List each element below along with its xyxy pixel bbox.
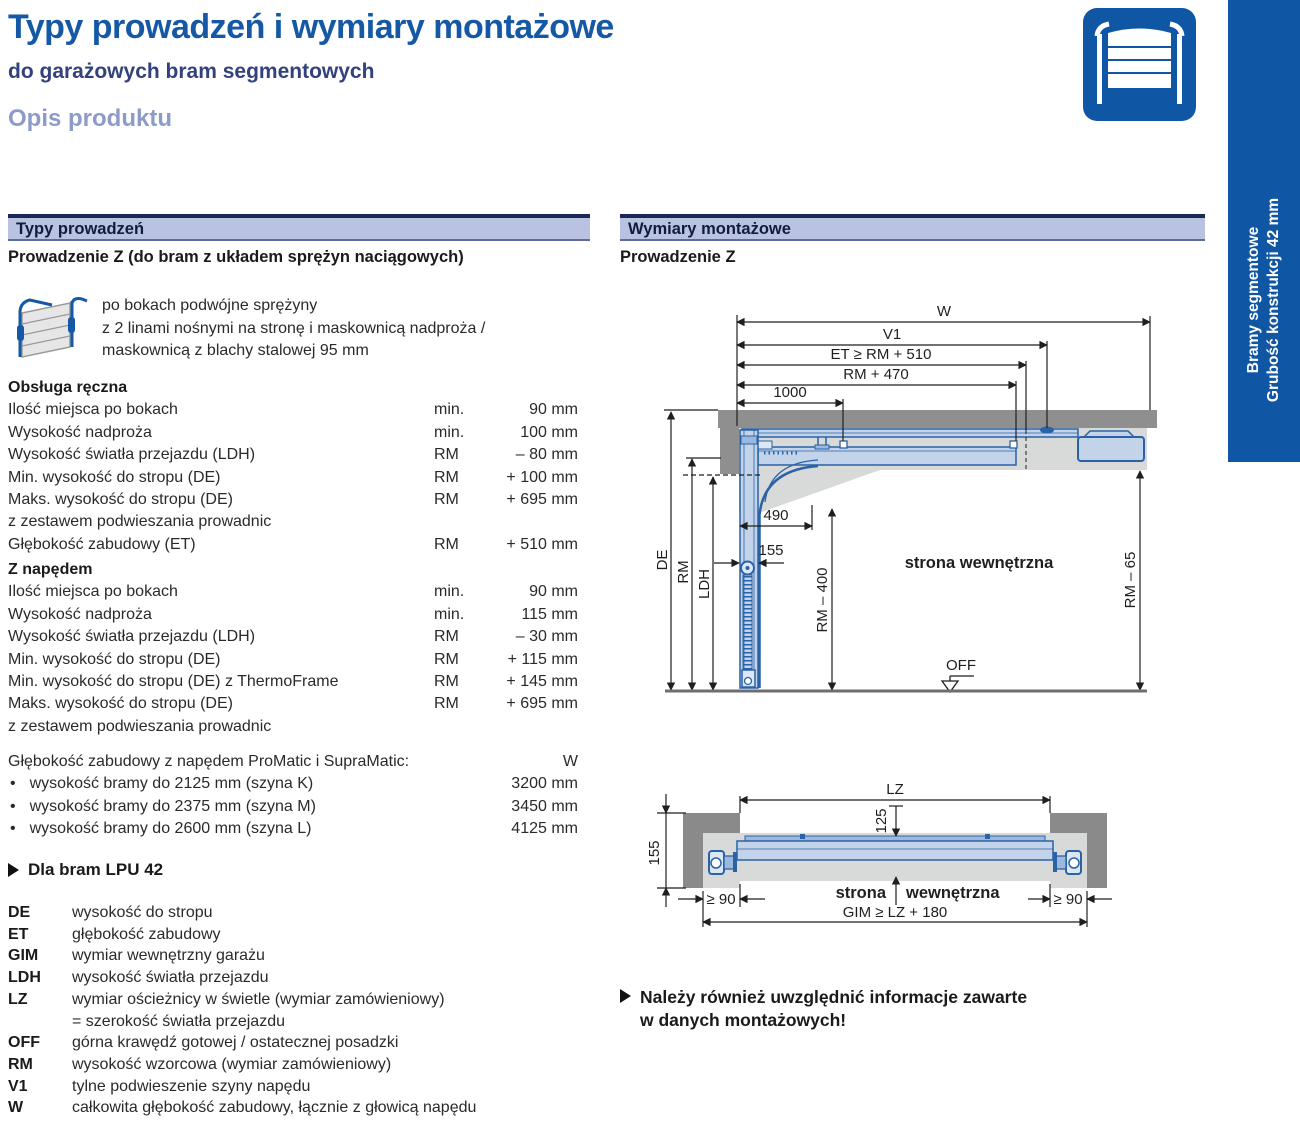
dim-label-125: 125 <box>873 808 890 834</box>
inner-side-label-2: wewnętrzna <box>906 884 1000 902</box>
dim-label-lz: LZ <box>886 781 904 798</box>
table-row <box>8 467 578 489</box>
legend <box>8 902 583 1119</box>
table-title: Z napędem <box>8 561 93 578</box>
row-value: + 510 mm <box>506 535 578 553</box>
row-ref: RM <box>434 446 459 464</box>
row-label: z zestawem podwieszania prowadnic <box>8 513 272 531</box>
table-row <box>8 796 578 818</box>
legend-row <box>8 1097 583 1119</box>
table-row <box>8 626 578 648</box>
table-row <box>8 671 578 693</box>
row-ref: RM <box>434 491 459 509</box>
row-ref: min. <box>434 583 465 601</box>
row-value: 100 mm <box>520 423 578 441</box>
row-label: Min. wysokość do stropu (DE) <box>8 468 221 486</box>
table-row <box>8 604 578 626</box>
section-bar-track-types: Typy prowadzeń <box>8 214 590 241</box>
row-ref: RM <box>434 650 459 668</box>
lpu-note <box>8 860 163 880</box>
intro-block <box>8 295 583 367</box>
table-row <box>8 818 578 840</box>
row-label: Wysokość nadproża <box>8 423 152 441</box>
row-value: + 100 mm <box>506 468 578 486</box>
legend-row <box>8 902 583 924</box>
row-value: – 80 mm <box>515 446 578 464</box>
row-value: 90 mm <box>529 583 578 601</box>
edge-tab-line1: Bramy segmentowe <box>1245 226 1262 374</box>
door-assembly <box>740 430 758 688</box>
dim-label-w: W <box>936 303 952 320</box>
row-label: Wysokość światła przejazdu (LDH) <box>8 446 256 464</box>
row-label: Głębokość zabudowy (ET) <box>8 535 196 553</box>
edge-tab <box>1228 0 1300 462</box>
legend-def <box>72 989 583 1032</box>
legend-row <box>8 945 583 967</box>
dim-label-155: 155 <box>646 840 663 866</box>
row-value: 3450 mm <box>511 797 578 815</box>
table-row <box>8 422 578 444</box>
unit-header: W <box>562 753 578 770</box>
off-label: OFF <box>946 657 976 674</box>
plan-view-diagram <box>620 763 1205 953</box>
row-label: Wysokość światła przejazdu (LDH) <box>8 628 256 646</box>
row-label: z zestawem podwieszania prowadnic <box>8 717 272 735</box>
manual-operation-table <box>8 377 578 556</box>
note-line: w danych montażowych! <box>640 1010 847 1030</box>
legend-term: V1 <box>8 1077 28 1095</box>
row-value: 4125 mm <box>511 820 578 838</box>
row-label: Ilość miejsca po bokach <box>8 401 178 419</box>
intro-line: maskownicą z blachy stalowej 95 mm <box>102 342 369 359</box>
legend-def: wysokość wzorcowa (wymiar zamówieniowy) <box>72 1055 392 1073</box>
table-row <box>8 773 578 795</box>
row-value: 90 mm <box>529 401 578 419</box>
legend-term: LZ <box>8 990 28 1008</box>
table-row <box>8 716 578 738</box>
row-label: • wysokość bramy do 2375 mm (szyna M) <box>8 796 488 818</box>
dim-label-ldh: LDH <box>696 568 713 600</box>
mounting-data-note <box>620 986 1180 1032</box>
mounting-heading: Prowadzenie Z <box>620 248 736 266</box>
legend-def: wysokość do stropu <box>72 904 213 921</box>
door-sketch-icon <box>8 295 88 367</box>
intro-line: z 2 linami nośnymi na stronę i maskownicą nadproża / <box>102 319 486 337</box>
ceiling <box>718 410 1157 428</box>
legend-def: głębokość zabudowy <box>72 925 221 943</box>
note-line: Należy również uwzględnić informacje zawarte <box>640 987 1028 1007</box>
row-label: Ilość miejsca po bokach <box>8 583 178 601</box>
inner-side-label-1: strona <box>835 884 886 902</box>
row-ref: RM <box>434 468 459 486</box>
legend-term: W <box>8 1099 24 1117</box>
table-row <box>8 649 578 671</box>
legend-def: wymiar wewnętrzny garażu <box>72 947 265 965</box>
page-subtitle: do garażowych bram segmentowych <box>8 60 375 83</box>
row-value: + 695 mm <box>506 491 578 509</box>
edge-tab-text <box>1244 198 1284 402</box>
legend-def: wysokość światła przejazdu <box>72 969 269 987</box>
legend-term: RM <box>8 1055 33 1073</box>
dim-label-90-right: ≥ 90 <box>1053 891 1083 908</box>
with-drive-table <box>8 559 578 738</box>
intro-line: po bokach podwójne sprężyny <box>102 297 318 314</box>
legend-def: całkowita głębokość zabudowy, łącznie z głowicą napędu <box>72 1099 477 1117</box>
row-value: 3200 mm <box>511 775 578 793</box>
row-ref <box>434 716 492 738</box>
note-text <box>640 986 1027 1032</box>
dim-label-rm: RM <box>675 560 692 584</box>
lpu-note-text: Dla bram LPU 42 <box>28 860 164 879</box>
depth-title: Głębokość zabudowy z napędem ProMatic i SupraMatic: <box>8 753 410 770</box>
row-value: 115 mm <box>521 605 578 623</box>
legend-row <box>8 967 583 989</box>
dim-label-gim: GIM ≥ LZ + 180 <box>842 904 948 921</box>
row-ref: RM <box>434 695 459 713</box>
table-row <box>8 399 578 421</box>
row-label: Min. wysokość do stropu (DE) z ThermoFrame <box>8 673 339 691</box>
side-section-diagram <box>620 300 1205 712</box>
section-bar-mounting-dimensions: Wymiary montażowe <box>620 214 1205 241</box>
row-ref: min. <box>434 605 465 623</box>
legend-row <box>8 1032 583 1054</box>
edge-tab-line2: Grubość konstrukcji 42 mm <box>1265 197 1282 403</box>
dim-label-v1: V1 <box>882 326 902 343</box>
dim-label-155: 155 <box>758 542 784 559</box>
legend-term: LDH <box>8 969 41 987</box>
row-label: Min. wysokość do stropu (DE) <box>8 650 221 668</box>
dim-label-1000: 1000 <box>773 384 807 401</box>
inner-side-label: strona wewnętrzna <box>904 554 1054 572</box>
legend-row <box>8 1054 583 1076</box>
row-value: + 145 mm <box>506 673 578 691</box>
legend-def: górna krawędź gotowej / ostatecznej posadzki <box>72 1034 399 1052</box>
table-row <box>8 693 578 715</box>
row-ref <box>434 511 492 533</box>
row-ref: RM <box>434 673 459 691</box>
table-row <box>8 534 578 556</box>
legend-row <box>8 924 583 946</box>
legend-def: tylne podwieszenie szyny napędu <box>72 1077 311 1095</box>
row-value <box>492 716 578 738</box>
row-value <box>492 511 578 533</box>
table-title: Obsługa ręczna <box>8 379 128 396</box>
dim-label-490: 490 <box>763 507 789 524</box>
row-ref: min. <box>434 423 465 441</box>
garage-door-icon <box>1083 8 1196 121</box>
page-title: Typy prowadzeń i wymiary montażowe <box>8 8 614 46</box>
legend-def-line: = szerokość światła przejazdu <box>72 1012 285 1030</box>
table-row <box>8 511 578 533</box>
dim-label-90-left: ≥ 90 <box>706 891 736 908</box>
intro-text <box>102 295 485 363</box>
legend-term: ET <box>8 925 29 943</box>
row-ref: RM <box>434 535 459 553</box>
table-row <box>8 444 578 466</box>
row-value: + 695 mm <box>506 695 578 713</box>
dim-label-rm65: RM – 65 <box>1122 551 1139 609</box>
legend-row <box>8 989 583 1032</box>
triangle-bullet-icon <box>8 863 19 877</box>
table-header <box>8 751 578 773</box>
legend-term: DE <box>8 904 31 921</box>
legend-term: GIM <box>8 947 39 965</box>
table-row <box>8 581 578 603</box>
row-value: + 115 mm <box>507 650 578 668</box>
row-label: Wysokość nadproża <box>8 605 152 623</box>
lintel-wall <box>720 428 739 474</box>
row-ref: min. <box>434 401 465 419</box>
drive-depth-table <box>8 751 578 841</box>
row-value: – 30 mm <box>515 628 578 646</box>
section-title: Opis produktu <box>8 105 172 132</box>
triangle-bullet-icon <box>620 989 631 1003</box>
row-label: • wysokość bramy do 2600 mm (szyna L) <box>8 818 488 840</box>
row-ref: RM <box>434 628 459 646</box>
row-label: • wysokość bramy do 2125 mm (szyna K) <box>8 773 488 795</box>
dim-label-rm400: RM – 400 <box>814 567 831 633</box>
dim-label-rm470: RM + 470 <box>843 366 909 383</box>
legend-def-line: wymiar ościeżnicy w świetle (wymiar zamówieniowy) <box>72 990 445 1008</box>
row-label: Maks. wysokość do stropu (DE) <box>8 491 233 509</box>
row-label: Maks. wysokość do stropu (DE) <box>8 695 233 713</box>
dim-label-de: DE <box>654 549 671 571</box>
legend-term: OFF <box>8 1034 40 1052</box>
track-type-heading: Prowadzenie Z (do bram z układem sprężyn naciągowych) <box>8 248 464 266</box>
dim-label-et: ET ≥ RM + 510 <box>830 346 932 363</box>
table-row <box>8 489 578 511</box>
legend-row <box>8 1076 583 1098</box>
